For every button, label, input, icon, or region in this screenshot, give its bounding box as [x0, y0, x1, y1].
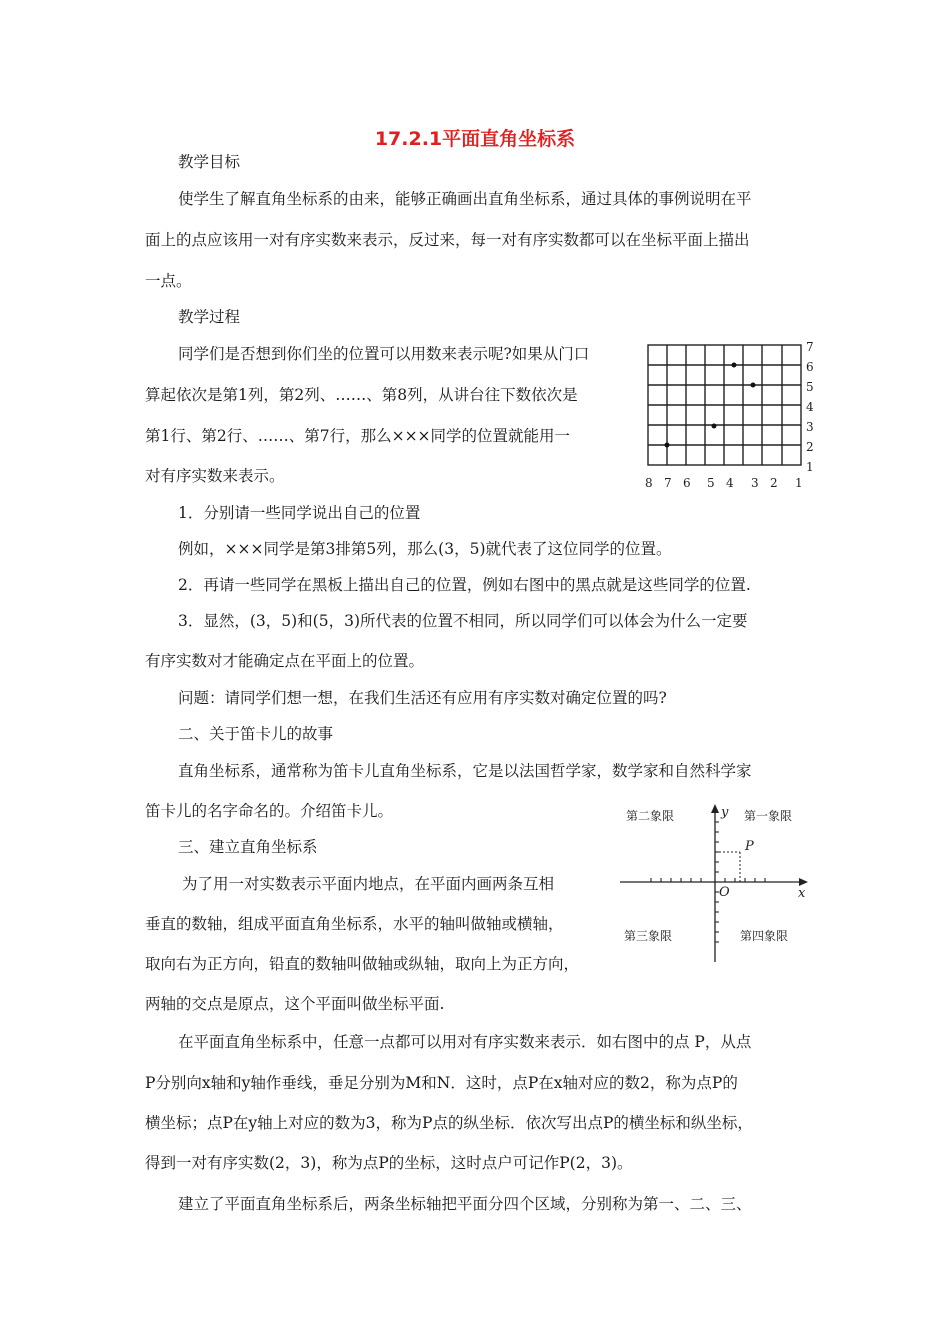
paragraph-line: 一点。: [145, 272, 192, 290]
paragraph-line: 为了用一对实数表示平面内地点，在平面内画两条互相: [182, 875, 555, 893]
paragraph-line: 两轴的交点是原点，这个平面叫做坐标平面.: [145, 995, 445, 1013]
paragraph-line: 垂直的数轴，组成平面直角坐标系，水平的轴叫做轴或横轴，: [145, 915, 564, 933]
seat-dot: [751, 383, 756, 388]
paragraph-line: 在平面直角坐标系中，任意一点都可以用对有序实数来表示．如右图中的点 P，从点: [178, 1033, 752, 1051]
col-label: 1: [795, 476, 803, 490]
row-label: 2: [806, 440, 814, 454]
p-projection-lines: [715, 852, 740, 882]
seat-grid-figure: [645, 342, 817, 492]
paragraph-line: 2．再请一些同学在黑板上描出自己的位置，例如右图中的黑点就是这些同学的位置.: [178, 576, 751, 594]
seat-dot: [712, 424, 717, 429]
paragraph-line: 同学们是否想到你们坐的位置可以用数来表示呢?如果从门口: [178, 345, 590, 363]
origin-label: O: [719, 885, 730, 900]
paragraph-line: 直角坐标系，通常称为笛卡儿直角坐标系，它是以法国哲学家，数学家和自然科学家: [178, 762, 752, 780]
paragraph-line: 建立了平面直角坐标系后，两条坐标轴把平面分四个区域，分别称为第一、二、三、: [178, 1195, 752, 1213]
paragraph-line: P分别向x轴和y轴作垂线，垂足分别为M和N．这时，点P在x轴对应的数2，称为点P的: [145, 1074, 738, 1092]
x-axis-label: x: [798, 886, 806, 901]
col-label: 4: [726, 476, 734, 490]
paragraph-line: 3．显然，(3，5)和(5，3)所代表的位置不相同，所以同学们可以体会为什么一定要: [178, 612, 748, 630]
paragraph-line: 算起依次是第1列，第2列、……、第8列，从讲台往下数依次是: [145, 386, 578, 404]
quadrant-three-label: 第三象限: [624, 929, 673, 943]
paragraph-line: 取向右为正方向，铅直的数轴叫做轴或纵轴，取向上为正方向，: [145, 955, 580, 973]
quadrant-two-label: 第二象限: [626, 809, 675, 823]
paragraph-line: 第1行、第2行、……、第7行，那么×××同学的位置就能用一: [145, 427, 571, 445]
y-axis-arrow-icon: [711, 804, 719, 813]
paragraph-line: 得到一对有序实数(2，3)，称为点P的坐标，这时点户可记作P(2，3)。: [145, 1154, 633, 1172]
seat-dot: [732, 363, 737, 368]
quadrant-four-label: 第四象限: [740, 929, 789, 943]
row-label: 3: [806, 420, 814, 434]
y-axis-label: y: [721, 805, 729, 820]
heading-objectives: 教学目标: [178, 153, 241, 171]
row-label: 5: [806, 380, 814, 394]
paragraph-line: 面上的点应该用一对有序实数来表示，反过来，每一对有序实数都可以在坐标平面上描出: [145, 231, 750, 249]
col-label: 6: [683, 476, 691, 490]
row-label: 1: [806, 460, 814, 474]
col-label: 7: [664, 476, 672, 490]
col-label: 5: [707, 476, 715, 490]
x-axis-arrow-icon: [799, 878, 808, 886]
seat-dot: [665, 443, 670, 448]
grid-lines: [648, 345, 801, 465]
paragraph-line: 问题：请同学们想一想，在我们生活还有应用有序实数对确定位置的吗?: [178, 689, 667, 707]
point-p-label: P: [745, 839, 754, 854]
page-title: 17.2.1平面直角坐标系: [374, 128, 576, 150]
paragraph-line: 1．分别请一些同学说出自己的位置: [178, 504, 421, 522]
paragraph-line: 例如，×××同学是第3排第5列，那么(3，5)就代表了这位同学的位置。: [178, 540, 672, 558]
coordinate-axes-figure: [618, 800, 818, 970]
heading-descartes-story: 二、关于笛卡儿的故事: [178, 725, 334, 743]
paragraph-line: 有序实数对才能确定点在平面上的位置。: [145, 652, 425, 670]
paragraph-line: 对有序实数来表示。: [145, 467, 285, 485]
paragraph-line: 使学生了解直角坐标系的由来，能够正确画出直角坐标系，通过具体的事例说明在平: [178, 190, 752, 208]
col-label: 3: [751, 476, 759, 490]
paragraph-line: 横坐标；点P在y轴上对应的数为3，称为P点的纵坐标．依次写出点P的横坐标和纵坐标，: [145, 1114, 753, 1132]
col-label: 2: [770, 476, 778, 490]
row-label: 7: [806, 342, 814, 354]
heading-build-coordinate: 三、建立直角坐标系: [178, 838, 318, 856]
row-label: 4: [806, 400, 814, 414]
heading-process: 教学过程: [178, 308, 241, 326]
quadrant-one-label: 第一象限: [744, 809, 793, 823]
row-label: 6: [806, 360, 814, 374]
col-label: 8: [645, 476, 653, 490]
paragraph-line: 笛卡儿的名字命名的。介绍笛卡儿。: [145, 802, 394, 820]
